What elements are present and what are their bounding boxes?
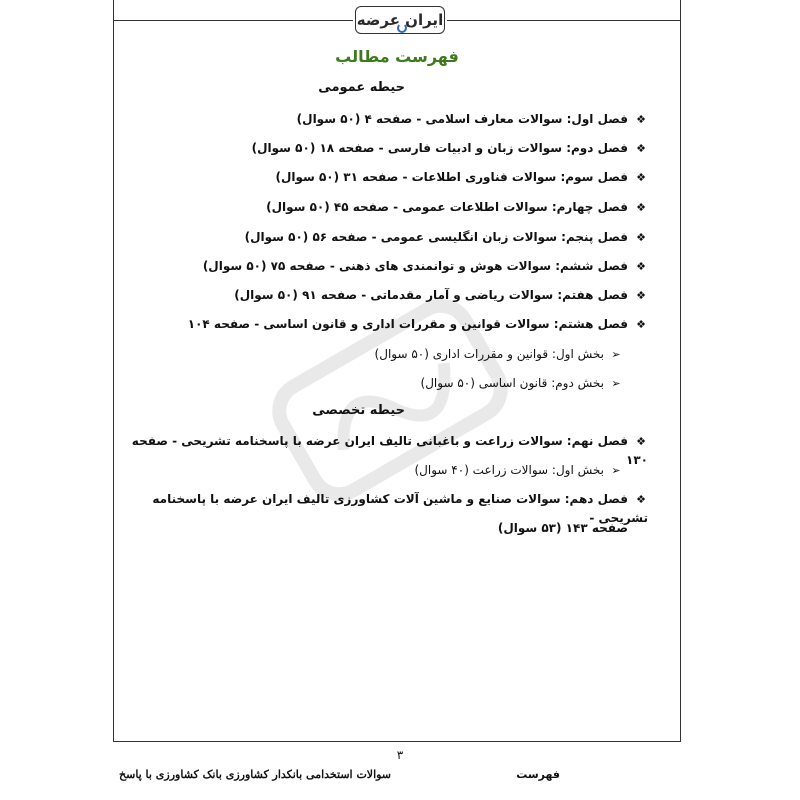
toc-subentry-8-1[interactable] [120, 345, 622, 364]
toc-entry-text: فصل هفتم: سوالات ریاضی و آمار مقدماتی - صفحه ۹۱ (۵۰ سوال) [234, 288, 628, 302]
diamond-bullet-icon: ❖ [636, 113, 646, 126]
toc-entry-text: فصل نهم: سوالات زراعت و باغبانی تالیف ایران عرضه با پاسخنامه تشریحی - صفحه ۱۳۰ [131, 434, 648, 467]
toc-entry-text: فصل سوم: سوالات فناوری اطلاعات - صفحه ۳۱ (۵۰ سوال) [275, 170, 628, 184]
toc-entry-8[interactable] [120, 315, 648, 334]
page-number: ۳ [396, 748, 404, 762]
arrow-bullet-icon: ➢ [611, 377, 621, 390]
toc-entry-4[interactable] [120, 198, 648, 217]
logo-text: ایران عرضه [356, 11, 444, 29]
diamond-bullet-icon: ❖ [636, 493, 646, 506]
toc-subentry-text: بخش دوم: قانون اساسی (۵۰ سوال) [420, 376, 604, 390]
toc-entry-6[interactable] [120, 257, 648, 276]
toc-entry-10-continuation: صفحه ۱۴۳ (۵۳ سوال) [497, 521, 628, 535]
diamond-bullet-icon: ❖ [636, 201, 646, 214]
toc-entry-text: فصل چهارم: سوالات اطلاعات عمومی - صفحه ۴۵ (۵۰ سوال) [266, 200, 628, 214]
section-heading-general: حیطه عمومی [318, 80, 405, 95]
toc-entry-text: فصل ششم: سوالات هوش و توانمندی های ذهنی - صفحه ۷۵ (۵۰ سوال) [202, 259, 628, 273]
footer-section-label: فهرست [516, 768, 560, 781]
toc-entry-3[interactable] [120, 168, 648, 187]
arrow-bullet-icon: ➢ [611, 464, 621, 477]
toc-subentry-text: بخش اول: قوانین و مقررات اداری (۵۰ سوال) [374, 347, 604, 361]
logo-swoosh-icon [397, 23, 407, 33]
toc-entry-text: فصل دوم: سوالات زبان و ادبیات فارسی - صفحه ۱۸ (۵۰ سوال) [251, 141, 628, 155]
diamond-bullet-icon: ❖ [636, 142, 646, 155]
diamond-bullet-icon: ❖ [636, 435, 646, 448]
toc-entry-1[interactable] [120, 110, 648, 129]
brand-logo [355, 6, 445, 34]
page-title: فهرست مطالب [335, 47, 459, 66]
footer-book-title: سوالات استخدامی بانکدار کشاورزی بانک کشاورزی با پاسخ [119, 768, 392, 781]
diamond-bullet-icon: ❖ [636, 260, 646, 273]
arrow-bullet-icon: ➢ [611, 348, 621, 361]
section-heading-specialized: حیطه تخصصی [312, 403, 405, 418]
diamond-bullet-icon: ❖ [636, 171, 646, 184]
toc-entry-text: فصل پنجم: سوالات زبان انگلیسی عمومی - صفحه ۵۶ (۵۰ سوال) [244, 230, 628, 244]
toc-entry-text: فصل هشتم: سوالات قوانین و مقررات اداری و قانون اساسی - صفحه ۱۰۴ [187, 317, 628, 331]
toc-entry-text: فصل اول: سوالات معارف اسلامی - صفحه ۴ (۵۰ سوال) [296, 112, 628, 126]
toc-entry-text: فصل دهم: سوالات صنایع و ماشین آلات کشاورزی تالیف ایران عرضه با پاسخنامه تشریحی - [152, 492, 648, 525]
toc-subentry-text: بخش اول: سوالات زراعت (۴۰ سوال) [414, 463, 604, 477]
frame-top-line-right [447, 20, 681, 21]
diamond-bullet-icon: ❖ [636, 318, 646, 331]
frame-top-line-left [113, 20, 353, 21]
toc-entry-2[interactable] [120, 139, 648, 158]
toc-entry-5[interactable] [120, 228, 648, 247]
toc-subentry-8-2[interactable] [120, 374, 622, 393]
toc-entry-7[interactable] [120, 286, 648, 305]
diamond-bullet-icon: ❖ [636, 289, 646, 302]
toc-subentry-9-1[interactable] [120, 461, 622, 480]
diamond-bullet-icon: ❖ [636, 231, 646, 244]
